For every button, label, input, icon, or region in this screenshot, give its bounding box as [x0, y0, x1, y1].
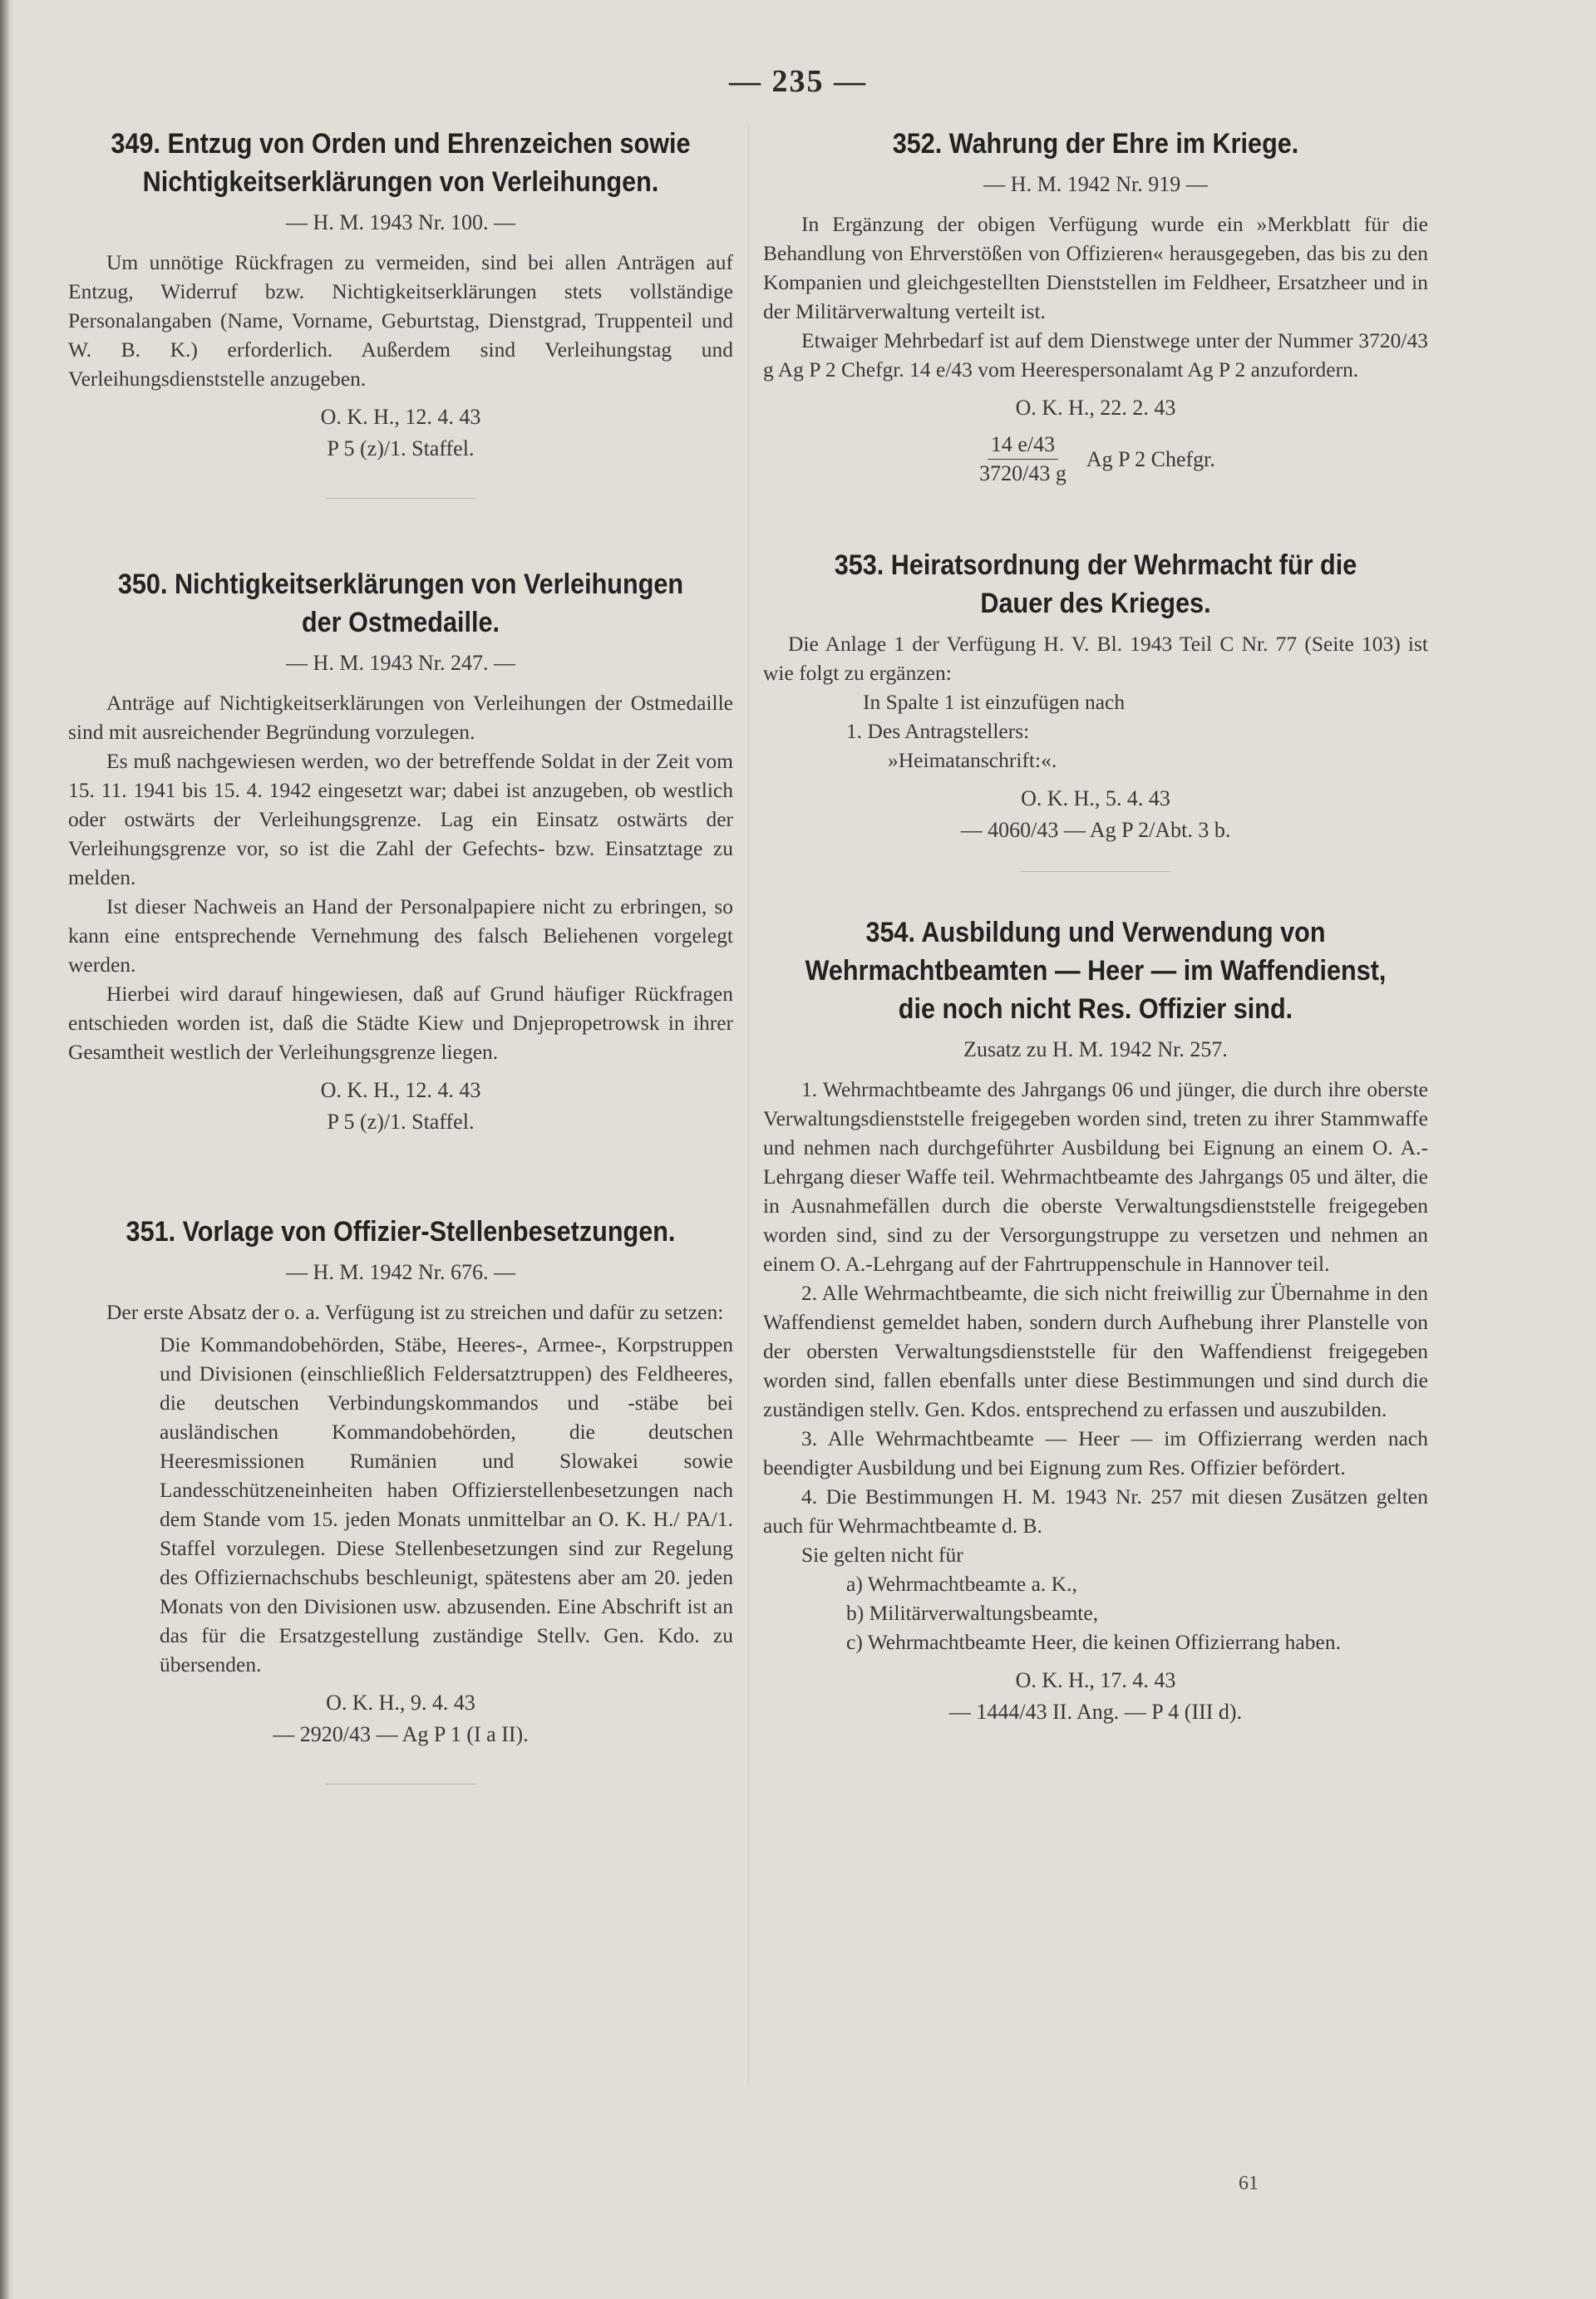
- section-351-reference: — H. M. 1942 Nr. 676. —: [286, 1260, 515, 1284]
- section-354-paragraph: 2. Alle Wehrmachtbeamte, die sich nicht freiwillig zur Übernahme in den Waffendienst gemeldet haben, sondern durch Aufhebung ihrer Planstelle von der obersten Verwaltungsdienststelle für den Waffendienst freigegeben worden sind, fallen ebenfalls unter diese Bestimmungen und sind durch die zuständigen stellv. Gen. Kdos. entsprechend zu erfassen und auszubilden.: [763, 1281, 1428, 1421]
- list-item: c) Wehrmachtbeamte Heer, die keinen Offizierrang haben.: [846, 1630, 1341, 1654]
- section-separator: [1021, 871, 1170, 872]
- section-350-paragraph: Ist dieser Nachweis an Hand der Personalpapiere nicht zu erbringen, so kann eine entsprechende Vernehmung des falsch Beliehenen vorgelegt werden.: [68, 894, 733, 977]
- right-column: [763, 125, 1428, 1728]
- signature-line: O. K. H., 17. 4. 43: [1015, 1668, 1176, 1692]
- section-353: [763, 546, 1428, 872]
- section-352-paragraph: In Ergänzung der obigen Verfügung wurde ein »Merkblatt für die Behandlung von Ehrverstößen von Offizieren« herausgegeben, das bis zu den Kompanien und gleichgestellten Dienststellen im Feldheer, Ersatzheer und in der Militärverwaltung verteilt ist.: [763, 212, 1428, 323]
- footer-page-number: 61: [1239, 2173, 1259, 2194]
- binding-shadow: [0, 0, 13, 2299]
- section-352-file-reference: [763, 431, 1428, 488]
- spacer: [68, 1138, 733, 1213]
- signature-line: O. K. H., 5. 4. 43: [1021, 786, 1170, 810]
- signature-line: P 5 (z)/1. Staffel.: [327, 436, 475, 460]
- signature-line: — 1444/43 II. Ang. — P 4 (III d).: [948, 1700, 1243, 1724]
- fraction-suffix: Ag P 2 Chefgr.: [1086, 446, 1215, 471]
- fraction: [976, 431, 1070, 488]
- section-349-signature: [68, 401, 733, 465]
- section-352-reference: — H. M. 1942 Nr. 919 —: [983, 172, 1208, 196]
- list-item: b) Militärverwaltungsbeamte,: [846, 1601, 1099, 1625]
- list-item: a) Wehrmachtbeamte a. K.,: [846, 1572, 1077, 1596]
- section-353-line: Die Anlage 1 der Verfügung H. V. Bl. 1943 Teil C Nr. 77 (Seite 103) ist wie folgt zu ergänzen:: [763, 632, 1428, 685]
- section-349: [68, 125, 733, 499]
- section-separator: [326, 1784, 475, 1785]
- section-354-list-intro: Sie gelten nicht für: [801, 1543, 963, 1567]
- section-354-heading: 354. Ausbildung und Verwendung von Wehrmachtbeamten — Heer — im Waffendienst, die noch nicht Res. Offizier sind.: [805, 917, 1387, 1025]
- column-divider: [748, 125, 749, 2086]
- section-353-line: 1. Des Antragstellers:: [846, 719, 1030, 743]
- section-351: [68, 1213, 733, 1785]
- section-351-heading: 351. Vorlage von Offizier-Stellenbesetzungen.: [126, 1216, 676, 1248]
- section-351-quote: [68, 1330, 733, 1679]
- section-350-heading: 350. Nichtigkeitserklärungen von Verleihungen der Ostmedaille.: [117, 569, 684, 638]
- section-350-signature: [68, 1075, 733, 1138]
- signature-line: P 5 (z)/1. Staffel.: [327, 1110, 475, 1134]
- section-350-paragraph: Es muß nachgewiesen werden, wo der betreffende Soldat in der Zeit vom 15. 11. 1941 bis 15. 4. 1942 eingesetzt war; dabei ist anzugeben, ob westlich oder ostwärts der Verleihungsgrenze. Lag ein Einsatz ostwärts der Verleihungsgrenze vor, so ist die Zahl der Gefechts- bzw. Einsatztage zu melden.: [68, 749, 733, 889]
- section-354-reference: Zusatz zu H. M. 1942 Nr. 257.: [963, 1037, 1228, 1061]
- section-353-signature: [763, 783, 1428, 846]
- section-353-line: »Heimatanschrift:«.: [888, 748, 1057, 772]
- fraction-numerator: 14 e/43: [988, 431, 1058, 460]
- left-column: [68, 125, 733, 1785]
- section-349-reference: — H. M. 1943 Nr. 100. —: [286, 210, 515, 234]
- page-number: — 235 —: [729, 64, 867, 99]
- section-351-signature: [68, 1687, 733, 1750]
- signature-line: O. K. H., 22. 2. 43: [1015, 396, 1176, 420]
- section-separator: [326, 498, 475, 499]
- section-353-line: In Spalte 1 ist einzufügen nach: [863, 690, 1126, 714]
- section-350-paragraph: Hierbei wird darauf hingewiesen, daß auf Grund häufiger Rückfragen entschieden worden ist, daß die Städte Kiew und Dnjepropetrowsk in ihrer Gesamtheit westlich der Verleihungsgrenze liegen.: [68, 982, 733, 1064]
- signature-line: O. K. H., 9. 4. 43: [326, 1691, 475, 1715]
- section-352: [763, 125, 1428, 546]
- signature-line: — 2920/43 — Ag P 1 (I a II).: [273, 1722, 529, 1746]
- signature-line: O. K. H., 12. 4. 43: [320, 1078, 481, 1102]
- section-354-list: [763, 1569, 1428, 1657]
- signature-line: — 4060/43 — Ag P 2/Abt. 3 b.: [960, 818, 1231, 842]
- signature-line: O. K. H., 12. 4. 43: [320, 405, 481, 429]
- section-354-signature: [763, 1665, 1428, 1728]
- section-352-signature: [763, 392, 1428, 424]
- section-350: [68, 565, 733, 1213]
- section-349-heading: 349. Entzug von Orden und Ehrenzeichen sowie Nichtigkeitserklärungen von Verleihungen.: [111, 128, 691, 198]
- spacer: [763, 488, 1428, 546]
- section-351-intro: Der erste Absatz der o. a. Verfügung ist zu streichen und dafür zu setzen:: [106, 1300, 724, 1324]
- section-354-paragraph: 1. Wehrmachtbeamte des Jahrgangs 06 und jünger, die durch ihre oberste Verwaltungsdienststelle freigegeben worden sind, treten zu ihrer Stammwaffe und nehmen nach durchgeführter Ausbildung bei Eignung an einem O. A.-Lehrgang dieser Waffe teil. Wehrmachtbeamte des Jahrgangs 05 und älter, die in Ausnahmefällen durch die oberste Verwaltungsdienststelle freigegeben worden sind, sind zu der Versorgungstruppe zu versetzen und nehmen an einem O. A.-Lehrgang auf der Fahrtruppenschule in Hannover teil.: [763, 1077, 1428, 1276]
- section-352-paragraph: Etwaiger Mehrbedarf ist auf dem Dienstwege unter der Nummer 3720/43 g Ag P 2 Chefgr. 14 e/43 vom Heerespersonalamt Ag P 2 anzufordern.: [763, 328, 1428, 382]
- section-354: [763, 913, 1428, 1728]
- section-354-paragraph: 4. Die Bestimmungen H. M. 1943 Nr. 257 mit diesen Zusätzen gelten auch für Wehrmachtbeamte d. B.: [763, 1484, 1428, 1538]
- section-352-heading: 352. Wahrung der Ehre im Kriege.: [892, 128, 1299, 160]
- section-350-paragraph: Anträge auf Nichtigkeitserklärungen von Verleihungen der Ostmedaille sind mit ausreichender Begründung vorzulegen.: [68, 691, 733, 744]
- section-351-quote-text: Die Kommandobehörden, Stäbe, Heeres-, Armee-, Korpstruppen und Divisionen (einschließlich Feldersatztruppen) des Feldheeres, die deutschen Verbindungskommandos und -stäbe bei ausländischen Kommandobehörden, die deutschen Heeresmissionen Rumänien und Slowakei sowie Landesschützeneinheiten haben Offizierstellenbesetzungen nach dem Stande vom 15. jeden Monats unmittelbar an O. K. H./ PA/1. Staffel vorzulegen. Diese Stellenbesetzungen sind zur Regelung des Offiziernachschubs beschleunigt, spätestens aber am 20. jeden Monats von den Divisionen usw. abzusenden. Eine Abschrift ist an das für die Ersatzgestellung zuständige Stellv. Gen. Kdo. zu übersenden.: [160, 1332, 733, 1676]
- fraction-denominator: 3720/43 g: [979, 461, 1066, 485]
- section-350-reference: — H. M. 1943 Nr. 247. —: [286, 651, 515, 675]
- section-349-paragraph: Um unnötige Rückfragen zu vermeiden, sind bei allen Anträgen auf Entzug, Widerruf bzw. Nichtigkeitserklärungen stets vollständige Personalangaben (Name, Vorname, Geburtstag, Dienstgrad, Truppenteil und W. B. K.) erforderlich. Außerdem sind Verleihungstag und Verleihungsdienststelle anzugeben.: [68, 250, 733, 391]
- section-353-heading: 353. Heiratsordnung der Wehrmacht für die Dauer des Krieges.: [834, 549, 1357, 619]
- section-354-paragraph: 3. Alle Wehrmachtbeamte — Heer — im Offizierrang werden nach beendigter Ausbildung und bei Eignung zum Res. Offizier befördert.: [763, 1426, 1428, 1479]
